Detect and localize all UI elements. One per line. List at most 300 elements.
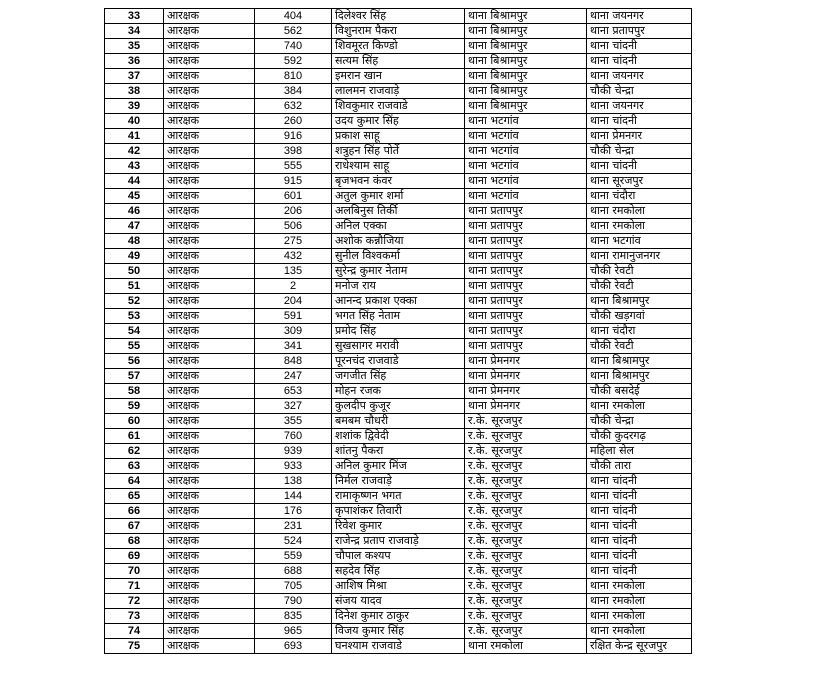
current-posting-cell: थाना प्रतापपुर [465, 204, 587, 219]
badge-number-cell: 790 [255, 594, 332, 609]
current-posting-cell: थाना प्रतापपुर [465, 264, 587, 279]
employee-name-cell: इमरान खान [332, 69, 465, 84]
rank-cell: आरक्षक [164, 204, 255, 219]
badge-number-cell: 592 [255, 54, 332, 69]
table-row [105, 429, 692, 444]
serial-number-cell: 72 [105, 594, 164, 609]
serial-number-cell: 35 [105, 39, 164, 54]
current-posting-cell: र.के. सूरजपुर [465, 609, 587, 624]
new-posting-cell: चौकी रेवटी [587, 279, 692, 294]
badge-number-cell: 705 [255, 579, 332, 594]
table-row [105, 189, 692, 204]
badge-number-cell: 398 [255, 144, 332, 159]
serial-number-cell: 36 [105, 54, 164, 69]
current-posting-cell: थाना प्रतापपुर [465, 294, 587, 309]
current-posting-cell: र.के. सूरजपुर [465, 564, 587, 579]
serial-number-cell: 50 [105, 264, 164, 279]
new-posting-cell: थाना चांदनी [587, 474, 692, 489]
employee-name-cell: निर्मल राजवाड़े [332, 474, 465, 489]
rank-cell: आरक्षक [164, 9, 255, 24]
employee-name-cell: राजेन्द्र प्रताप राजवाड़े [332, 534, 465, 549]
table-row [105, 264, 692, 279]
table-row [105, 99, 692, 114]
badge-number-cell: 204 [255, 294, 332, 309]
badge-number-cell: 384 [255, 84, 332, 99]
rank-cell: आरक्षक [164, 234, 255, 249]
rank-cell: आरक्षक [164, 324, 255, 339]
employee-name-cell: विजय कुमार सिंह [332, 624, 465, 639]
rank-cell: आरक्षक [164, 24, 255, 39]
badge-number-cell: 559 [255, 549, 332, 564]
employee-name-cell: अशोक कन्नौजिया [332, 234, 465, 249]
new-posting-cell: थाना रमकोला [587, 579, 692, 594]
badge-number-cell: 591 [255, 309, 332, 324]
serial-number-cell: 55 [105, 339, 164, 354]
new-posting-cell: थाना रामानुजनगर [587, 249, 692, 264]
badge-number-cell: 176 [255, 504, 332, 519]
rank-cell: आरक्षक [164, 534, 255, 549]
new-posting-cell: चौकी रेवटी [587, 339, 692, 354]
new-posting-cell: थाना रमकोला [587, 594, 692, 609]
employee-name-cell: मनोज राय [332, 279, 465, 294]
new-posting-cell: थाना रमकोला [587, 204, 692, 219]
current-posting-cell: र.के. सूरजपुर [465, 414, 587, 429]
serial-number-cell: 62 [105, 444, 164, 459]
current-posting-cell: र.के. सूरजपुर [465, 579, 587, 594]
employee-name-cell: विशुनराम पैकरा [332, 24, 465, 39]
serial-number-cell: 52 [105, 294, 164, 309]
serial-number-cell: 42 [105, 144, 164, 159]
new-posting-cell: थाना चांदनी [587, 54, 692, 69]
table-row [105, 639, 692, 654]
current-posting-cell: थाना प्रतापपुर [465, 249, 587, 264]
badge-number-cell: 524 [255, 534, 332, 549]
new-posting-cell: थाना चांदनी [587, 504, 692, 519]
serial-number-cell: 54 [105, 324, 164, 339]
badge-number-cell: 341 [255, 339, 332, 354]
table-row [105, 474, 692, 489]
badge-number-cell: 2 [255, 279, 332, 294]
table-row [105, 459, 692, 474]
employee-name-cell: सुखसागर मरावी [332, 339, 465, 354]
current-posting-cell: र.के. सूरजपुर [465, 594, 587, 609]
new-posting-cell: थाना चांदनी [587, 39, 692, 54]
employee-name-cell: दिनेश कुमार ठाकुर [332, 609, 465, 624]
badge-number-cell: 138 [255, 474, 332, 489]
serial-number-cell: 47 [105, 219, 164, 234]
table-row [105, 144, 692, 159]
serial-number-cell: 66 [105, 504, 164, 519]
table-row [105, 84, 692, 99]
rank-cell: आरक्षक [164, 84, 255, 99]
new-posting-cell: रक्षित केन्द्र सूरजपुर [587, 639, 692, 654]
current-posting-cell: थाना भटगांव [465, 159, 587, 174]
new-posting-cell: चौकी कुदरगढ़ [587, 429, 692, 444]
new-posting-cell: थाना चांदनी [587, 489, 692, 504]
serial-number-cell: 41 [105, 129, 164, 144]
serial-number-cell: 46 [105, 204, 164, 219]
employee-name-cell: सुरेन्द्र कुमार नेताम [332, 264, 465, 279]
table-row [105, 174, 692, 189]
new-posting-cell: थाना रमकोला [587, 219, 692, 234]
new-posting-cell: थाना चांदनी [587, 159, 692, 174]
badge-number-cell: 688 [255, 564, 332, 579]
new-posting-cell: थाना चांदनी [587, 549, 692, 564]
table-row [105, 309, 692, 324]
serial-number-cell: 53 [105, 309, 164, 324]
rank-cell: आरक्षक [164, 624, 255, 639]
serial-number-cell: 70 [105, 564, 164, 579]
badge-number-cell: 933 [255, 459, 332, 474]
current-posting-cell: थाना बिश्रामपुर [465, 54, 587, 69]
serial-number-cell: 34 [105, 24, 164, 39]
current-posting-cell: थाना बिश्रामपुर [465, 99, 587, 114]
employee-name-cell: भगत सिंह नेताम [332, 309, 465, 324]
serial-number-cell: 61 [105, 429, 164, 444]
rank-cell: आरक्षक [164, 264, 255, 279]
table-row [105, 354, 692, 369]
employee-name-cell: बृजभवन कंवर [332, 174, 465, 189]
current-posting-cell: र.के. सूरजपुर [465, 429, 587, 444]
badge-number-cell: 760 [255, 429, 332, 444]
table-row [105, 54, 692, 69]
new-posting-cell: थाना रमकोला [587, 624, 692, 639]
current-posting-cell: थाना भटगांव [465, 144, 587, 159]
employee-name-cell: राधेश्याम साहू [332, 159, 465, 174]
employee-name-cell: चौपाल कश्यप [332, 549, 465, 564]
serial-number-cell: 56 [105, 354, 164, 369]
new-posting-cell: चौकी चेन्द्रा [587, 414, 692, 429]
serial-number-cell: 67 [105, 519, 164, 534]
badge-number-cell: 848 [255, 354, 332, 369]
current-posting-cell: थाना बिश्रामपुर [465, 39, 587, 54]
employee-name-cell: घनश्याम राजवाडे [332, 639, 465, 654]
current-posting-cell: र.के. सूरजपुर [465, 534, 587, 549]
new-posting-cell: थाना जयनगर [587, 69, 692, 84]
rank-cell: आरक्षक [164, 519, 255, 534]
new-posting-cell: थाना चंदौरा [587, 324, 692, 339]
rank-cell: आरक्षक [164, 249, 255, 264]
current-posting-cell: थाना प्रतापपुर [465, 279, 587, 294]
employee-name-cell: उदय कुमार सिंह [332, 114, 465, 129]
rank-cell: आरक्षक [164, 474, 255, 489]
rank-cell: आरक्षक [164, 444, 255, 459]
table-row [105, 444, 692, 459]
rank-cell: आरक्षक [164, 609, 255, 624]
badge-number-cell: 601 [255, 189, 332, 204]
new-posting-cell: चौकी खड़गवां [587, 309, 692, 324]
serial-number-cell: 44 [105, 174, 164, 189]
serial-number-cell: 58 [105, 384, 164, 399]
current-posting-cell: र.के. सूरजपुर [465, 504, 587, 519]
transfer-roster-table [104, 8, 692, 654]
serial-number-cell: 75 [105, 639, 164, 654]
serial-number-cell: 74 [105, 624, 164, 639]
table-row [105, 594, 692, 609]
table-row [105, 159, 692, 174]
new-posting-cell: थाना प्रतापपुर [587, 24, 692, 39]
current-posting-cell: र.के. सूरजपुर [465, 444, 587, 459]
rank-cell: आरक्षक [164, 279, 255, 294]
rank-cell: आरक्षक [164, 639, 255, 654]
serial-number-cell: 39 [105, 99, 164, 114]
employee-name-cell: मोहन रजक [332, 384, 465, 399]
employee-name-cell: शिवमूरत किण्डो [332, 39, 465, 54]
rank-cell: आरक्षक [164, 579, 255, 594]
serial-number-cell: 73 [105, 609, 164, 624]
new-posting-cell: थाना रमकोला [587, 399, 692, 414]
badge-number-cell: 810 [255, 69, 332, 84]
new-posting-cell: चौकी रेवटी [587, 264, 692, 279]
rank-cell: आरक्षक [164, 564, 255, 579]
rank-cell: आरक्षक [164, 129, 255, 144]
employee-name-cell: बमबम चौधरी [332, 414, 465, 429]
employee-name-cell: प्रमोद सिंह [332, 324, 465, 339]
employee-name-cell: शशांक द्विवेदी [332, 429, 465, 444]
serial-number-cell: 69 [105, 549, 164, 564]
new-posting-cell: थाना प्रेमनगर [587, 129, 692, 144]
serial-number-cell: 59 [105, 399, 164, 414]
rank-cell: आरक्षक [164, 174, 255, 189]
serial-number-cell: 33 [105, 9, 164, 24]
badge-number-cell: 915 [255, 174, 332, 189]
employee-name-cell: प्रकाश साहू [332, 129, 465, 144]
table-row [105, 414, 692, 429]
new-posting-cell: थाना चांदनी [587, 534, 692, 549]
current-posting-cell: र.के. सूरजपुर [465, 549, 587, 564]
current-posting-cell: र.के. सूरजपुर [465, 474, 587, 489]
rank-cell: आरक्षक [164, 54, 255, 69]
table-row [105, 579, 692, 594]
serial-number-cell: 65 [105, 489, 164, 504]
badge-number-cell: 206 [255, 204, 332, 219]
rank-cell: आरक्षक [164, 354, 255, 369]
badge-number-cell: 247 [255, 369, 332, 384]
serial-number-cell: 38 [105, 84, 164, 99]
table-row [105, 549, 692, 564]
serial-number-cell: 37 [105, 69, 164, 84]
new-posting-cell: चौकी बसदेई [587, 384, 692, 399]
employee-name-cell: अनिल कुमार मिंज [332, 459, 465, 474]
rank-cell: आरक्षक [164, 459, 255, 474]
rank-cell: आरक्षक [164, 39, 255, 54]
serial-number-cell: 48 [105, 234, 164, 249]
current-posting-cell: थाना प्रतापपुर [465, 339, 587, 354]
new-posting-cell: चौकी चेन्द्रा [587, 144, 692, 159]
employee-name-cell: अनिल एक्का [332, 219, 465, 234]
employee-name-cell: आनन्द प्रकाश एक्का [332, 294, 465, 309]
serial-number-cell: 57 [105, 369, 164, 384]
table-row [105, 234, 692, 249]
serial-number-cell: 45 [105, 189, 164, 204]
rank-cell: आरक्षक [164, 189, 255, 204]
badge-number-cell: 506 [255, 219, 332, 234]
rank-cell: आरक्षक [164, 219, 255, 234]
current-posting-cell: थाना प्रेमनगर [465, 399, 587, 414]
table-row [105, 249, 692, 264]
table-row [105, 24, 692, 39]
serial-number-cell: 51 [105, 279, 164, 294]
badge-number-cell: 835 [255, 609, 332, 624]
table-row [105, 219, 692, 234]
serial-number-cell: 40 [105, 114, 164, 129]
employee-name-cell: रिवेश कुमार [332, 519, 465, 534]
current-posting-cell: थाना बिश्रामपुर [465, 69, 587, 84]
badge-number-cell: 653 [255, 384, 332, 399]
table-row [105, 339, 692, 354]
employee-name-cell: कृपाशंकर तिवारी [332, 504, 465, 519]
current-posting-cell: थाना प्रतापपुर [465, 219, 587, 234]
table-row [105, 489, 692, 504]
employee-name-cell: कुलदीप कुजूर [332, 399, 465, 414]
serial-number-cell: 43 [105, 159, 164, 174]
current-posting-cell: र.के. सूरजपुर [465, 624, 587, 639]
current-posting-cell: थाना भटगांव [465, 189, 587, 204]
employee-name-cell: जगजीत सिंह [332, 369, 465, 384]
rank-cell: आरक्षक [164, 369, 255, 384]
badge-number-cell: 432 [255, 249, 332, 264]
table-row [105, 369, 692, 384]
table-row [105, 279, 692, 294]
table-row [105, 519, 692, 534]
roster-body [105, 9, 692, 654]
rank-cell: आरक्षक [164, 159, 255, 174]
serial-number-cell: 63 [105, 459, 164, 474]
employee-name-cell: शत्रुहन सिंह पोर्ते [332, 144, 465, 159]
employee-name-cell: अतुल कुमार शर्मा [332, 189, 465, 204]
employee-name-cell: लालमन राजवाड़े [332, 84, 465, 99]
rank-cell: आरक्षक [164, 429, 255, 444]
badge-number-cell: 275 [255, 234, 332, 249]
table-row [105, 9, 692, 24]
badge-number-cell: 231 [255, 519, 332, 534]
table-row [105, 294, 692, 309]
badge-number-cell: 135 [255, 264, 332, 279]
new-posting-cell: थाना सूरजपुर [587, 174, 692, 189]
employee-name-cell: पूरनचंद राजवाडे [332, 354, 465, 369]
employee-name-cell: शांतनु पैकरा [332, 444, 465, 459]
serial-number-cell: 49 [105, 249, 164, 264]
badge-number-cell: 144 [255, 489, 332, 504]
table-row [105, 324, 692, 339]
rank-cell: आरक्षक [164, 294, 255, 309]
employee-name-cell: अलबिनुस तिर्की [332, 204, 465, 219]
current-posting-cell: थाना प्रेमनगर [465, 369, 587, 384]
employee-name-cell: आशिष मिश्रा [332, 579, 465, 594]
serial-number-cell: 68 [105, 534, 164, 549]
table-row [105, 564, 692, 579]
badge-number-cell: 916 [255, 129, 332, 144]
table-row [105, 384, 692, 399]
new-posting-cell: थाना जयनगर [587, 9, 692, 24]
table-row [105, 39, 692, 54]
current-posting-cell: र.के. सूरजपुर [465, 519, 587, 534]
badge-number-cell: 309 [255, 324, 332, 339]
table-row [105, 129, 692, 144]
rank-cell: आरक्षक [164, 144, 255, 159]
serial-number-cell: 64 [105, 474, 164, 489]
current-posting-cell: थाना प्रतापपुर [465, 309, 587, 324]
rank-cell: आरक्षक [164, 489, 255, 504]
rank-cell: आरक्षक [164, 114, 255, 129]
new-posting-cell: थाना बिश्रामपुर [587, 294, 692, 309]
new-posting-cell: थाना बिश्रामपुर [587, 354, 692, 369]
new-posting-cell: थाना चांदनी [587, 519, 692, 534]
serial-number-cell: 60 [105, 414, 164, 429]
new-posting-cell: थाना चंदौरा [587, 189, 692, 204]
current-posting-cell: थाना बिश्रामपुर [465, 9, 587, 24]
badge-number-cell: 404 [255, 9, 332, 24]
table-row [105, 504, 692, 519]
rank-cell: आरक्षक [164, 69, 255, 84]
current-posting-cell: थाना भटगांव [465, 174, 587, 189]
table-row [105, 534, 692, 549]
badge-number-cell: 355 [255, 414, 332, 429]
rank-cell: आरक्षक [164, 384, 255, 399]
new-posting-cell: थाना भटगांव [587, 234, 692, 249]
badge-number-cell: 693 [255, 639, 332, 654]
employee-name-cell: रामाकृष्णन भगत [332, 489, 465, 504]
rank-cell: आरक्षक [164, 99, 255, 114]
rank-cell: आरक्षक [164, 309, 255, 324]
table-row [105, 69, 692, 84]
current-posting-cell: थाना रमकोला [465, 639, 587, 654]
table-row [105, 114, 692, 129]
employee-name-cell: शिवकुमार राजवाडे [332, 99, 465, 114]
current-posting-cell: थाना प्रतापपुर [465, 234, 587, 249]
new-posting-cell: चौकी चेन्द्रा [587, 84, 692, 99]
table-row [105, 609, 692, 624]
new-posting-cell: थाना रमकोला [587, 609, 692, 624]
new-posting-cell: थाना जयनगर [587, 99, 692, 114]
rank-cell: आरक्षक [164, 414, 255, 429]
table-row [105, 204, 692, 219]
new-posting-cell: थाना चांदनी [587, 564, 692, 579]
rank-cell: आरक्षक [164, 594, 255, 609]
badge-number-cell: 260 [255, 114, 332, 129]
employee-name-cell: दिलेश्वर सिंह [332, 9, 465, 24]
new-posting-cell: चौकी तारा [587, 459, 692, 474]
new-posting-cell: महिला सेल [587, 444, 692, 459]
current-posting-cell: थाना प्रेमनगर [465, 354, 587, 369]
new-posting-cell: थाना बिश्रामपुर [587, 369, 692, 384]
rank-cell: आरक्षक [164, 399, 255, 414]
current-posting-cell: थाना प्रेमनगर [465, 384, 587, 399]
current-posting-cell: र.के. सूरजपुर [465, 489, 587, 504]
current-posting-cell: थाना भटगांव [465, 114, 587, 129]
table-row [105, 624, 692, 639]
badge-number-cell: 562 [255, 24, 332, 39]
current-posting-cell: र.के. सूरजपुर [465, 459, 587, 474]
rank-cell: आरक्षक [164, 504, 255, 519]
badge-number-cell: 632 [255, 99, 332, 114]
rank-cell: आरक्षक [164, 339, 255, 354]
serial-number-cell: 71 [105, 579, 164, 594]
rank-cell: आरक्षक [164, 549, 255, 564]
current-posting-cell: थाना बिश्रामपुर [465, 24, 587, 39]
current-posting-cell: थाना भटगांव [465, 129, 587, 144]
badge-number-cell: 740 [255, 39, 332, 54]
badge-number-cell: 939 [255, 444, 332, 459]
current-posting-cell: थाना प्रतापपुर [465, 324, 587, 339]
new-posting-cell: थाना चांदनी [587, 114, 692, 129]
badge-number-cell: 555 [255, 159, 332, 174]
badge-number-cell: 965 [255, 624, 332, 639]
employee-name-cell: संजय यादव [332, 594, 465, 609]
table-row [105, 399, 692, 414]
employee-name-cell: सहदेव सिंह [332, 564, 465, 579]
employee-name-cell: सुनील विश्वकर्मा [332, 249, 465, 264]
